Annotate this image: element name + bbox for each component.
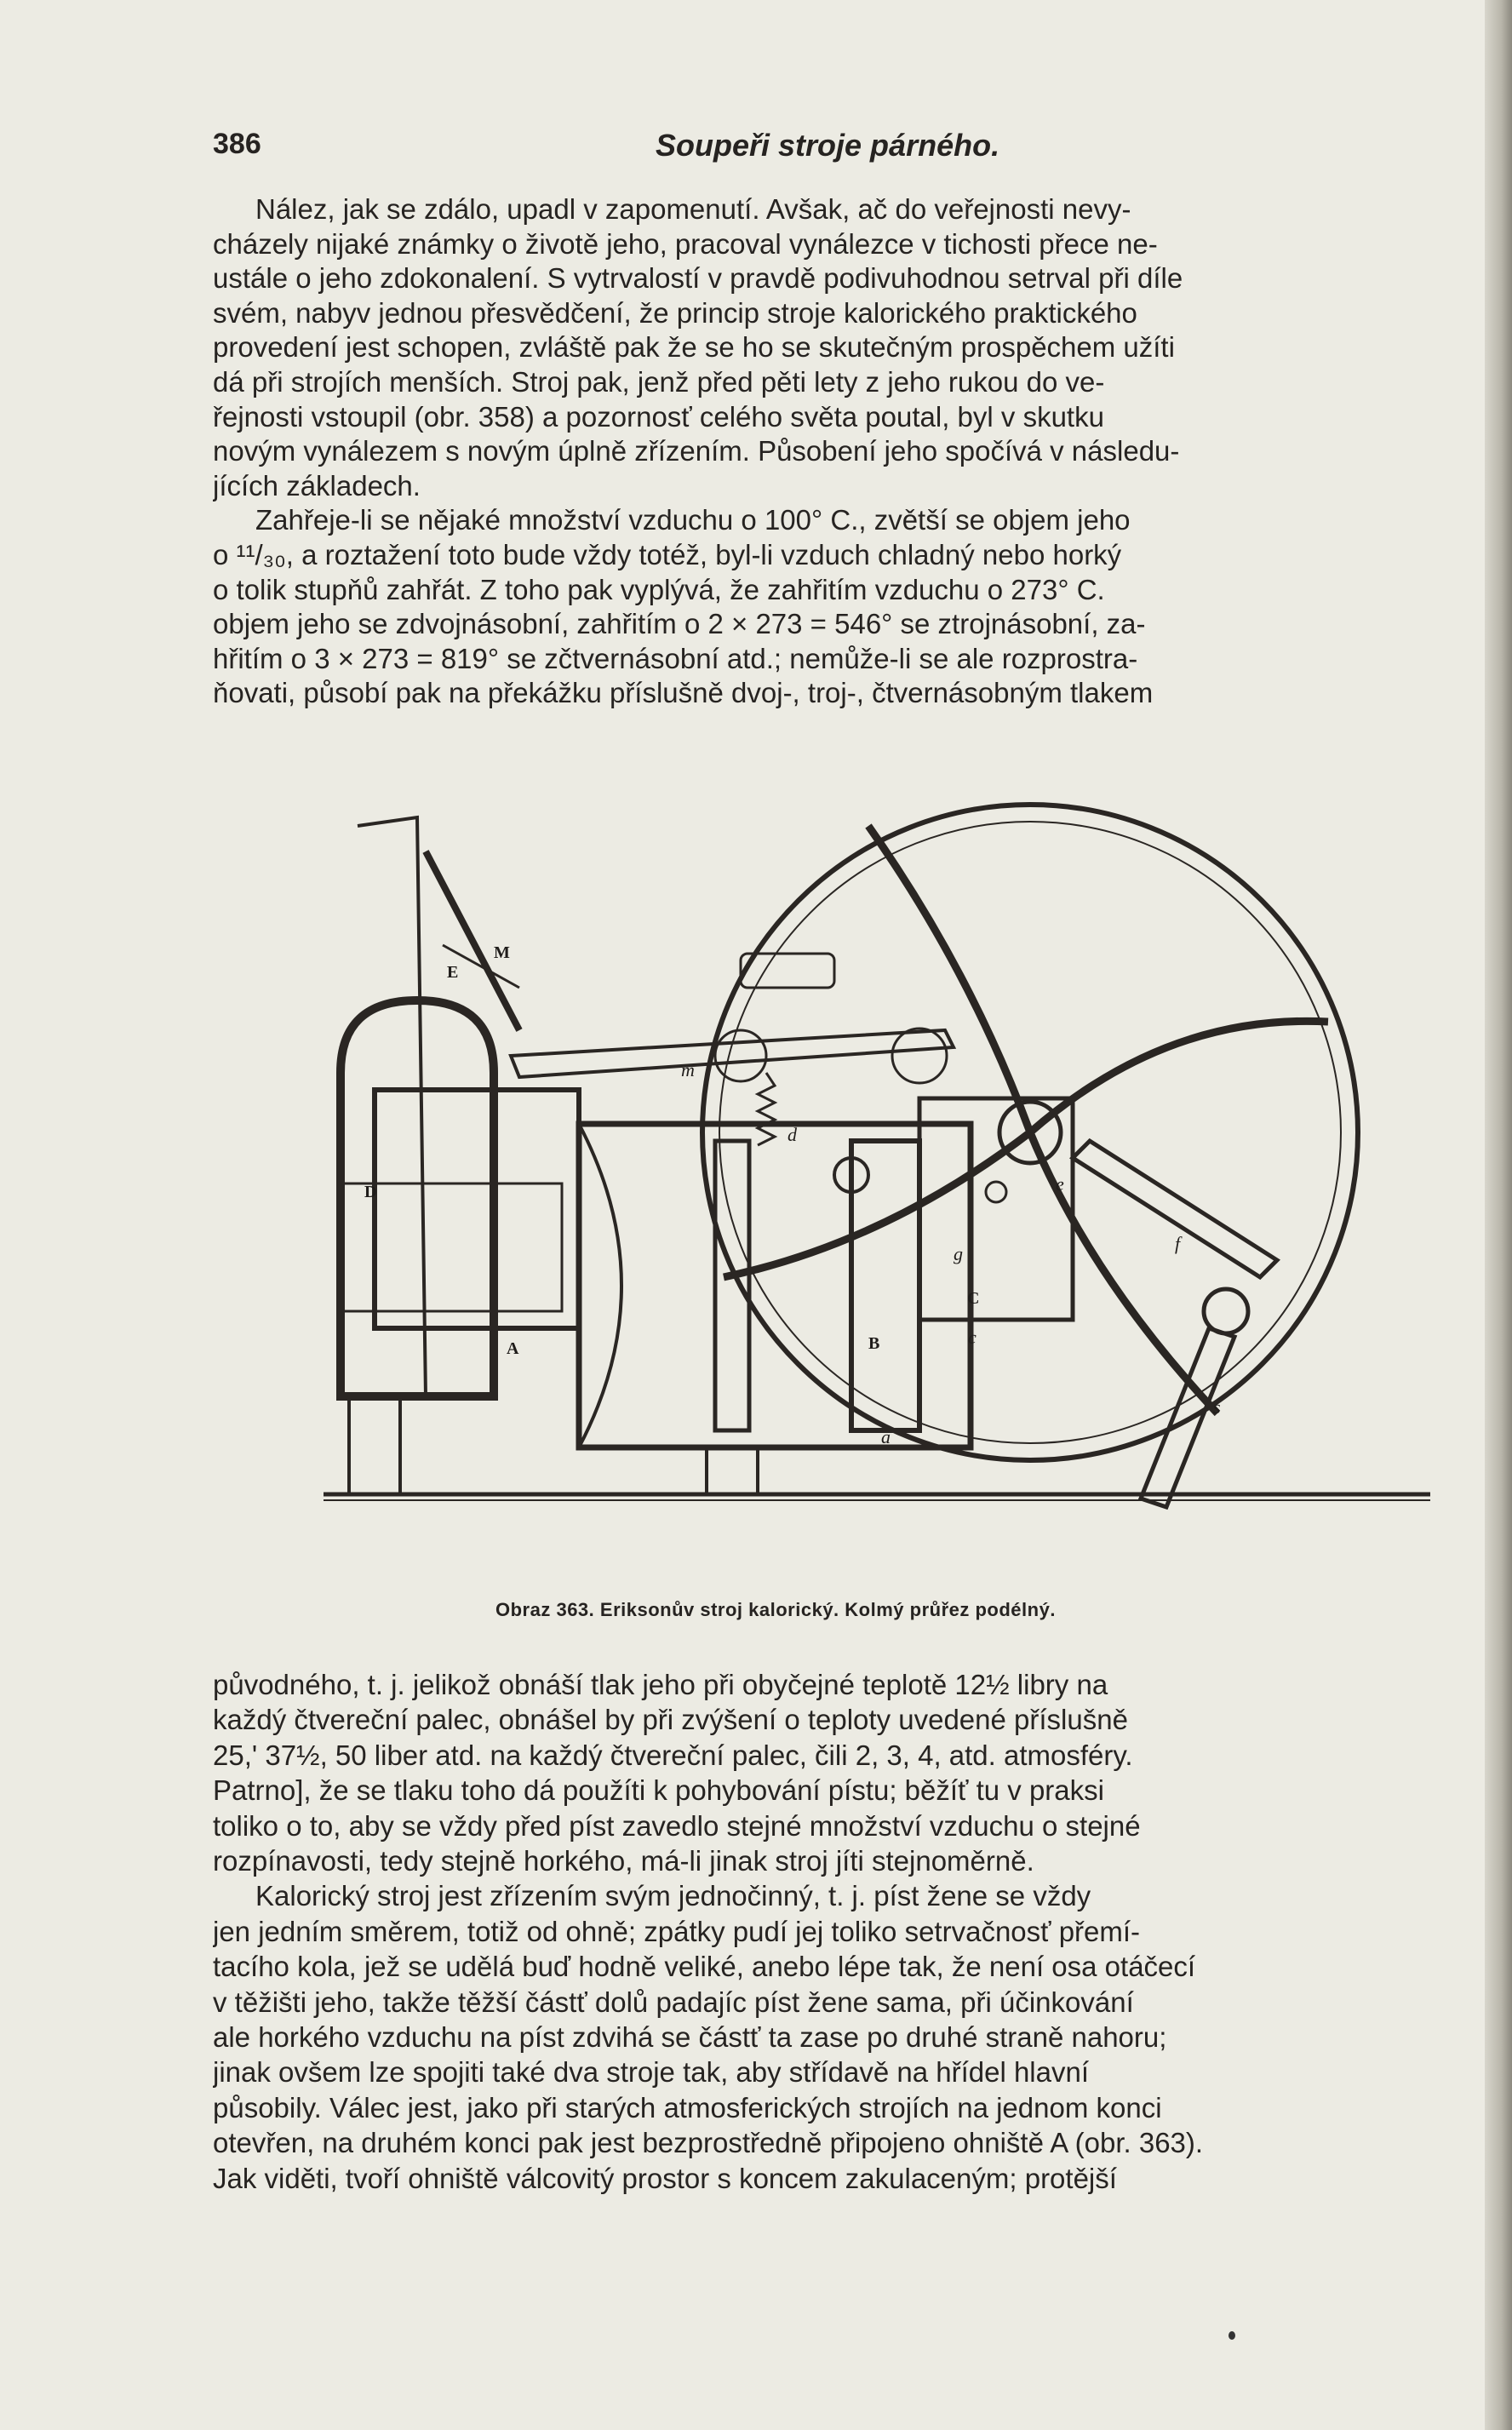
- paragraph-4-line: ale horkého vzduchu na píst zdvihá se částť ta zase po druhé straně nahoru;: [213, 2021, 1167, 2054]
- paragraph-2-line: ňovati, působí pak na překážku příslušně dvoj-, troj-, čtvernásobným tlakem: [213, 677, 1154, 709]
- spring: [758, 1073, 775, 1145]
- paragraph-3-line: každý čtvereční palec, obnášel by při zvýšení o teploty uvedené příslušně: [213, 1704, 1128, 1736]
- ink-speck: [1228, 2331, 1235, 2340]
- crank-pin: [1204, 1289, 1248, 1333]
- running-head: [213, 128, 1430, 170]
- paragraph-4-line: působily. Válec jest, jako při starých atmosferických strojích na jednom konci: [213, 2091, 1162, 2123]
- page-edge: [1485, 0, 1512, 2430]
- piston-curve: [579, 1124, 621, 1447]
- flywheel-spoke: [724, 1132, 1030, 1277]
- paragraph-1-line: provedení jest schopen, zvláště pak že se ho se skutečným prospěchem užíti: [213, 331, 1175, 364]
- valve-chest: [919, 1098, 1073, 1320]
- connecting-rod-upper: [1073, 1141, 1277, 1277]
- figure-label-D: D: [364, 1183, 377, 1201]
- cylinder-body: [579, 1124, 971, 1447]
- firebox-chamber: [375, 1090, 579, 1328]
- figure-label-e: e: [1056, 1173, 1064, 1195]
- figure-label-m: m: [681, 1059, 695, 1080]
- figure-label-g: g: [954, 1243, 963, 1264]
- figure-label-a: a: [881, 1426, 891, 1447]
- running-title: Soupeři stroje párného.: [656, 128, 1000, 163]
- figure-caption: Obraz 363. Eriksonův stroj kalorický. Kolmý průřez podélný.: [495, 1599, 1056, 1620]
- figure-label-c: c: [968, 1327, 976, 1348]
- base-foot: [349, 1396, 400, 1494]
- paragraph-1-line: řejnosti vstoupil (obr. 358) a pozornosť celého světa poutal, byl v skutku: [213, 400, 1104, 433]
- page-number: 386: [213, 128, 261, 160]
- figure-label-s: s: [1213, 1396, 1221, 1418]
- paragraph-4-line: jinak ovšem lze spojiti také dva stroje tak, aby střídavě na hřídel hlavní: [213, 2056, 1090, 2089]
- paragraph-4-line: v těžišti jeho, takže těžší částť dolů padajíc píst žene sama, při účinkování: [213, 1986, 1134, 2018]
- cylinder-foot: [707, 1447, 758, 1494]
- paragraph-3-line: toliko o to, aby se vždy před píst zavedlo stejné množství vzduchu o stejné: [213, 1809, 1141, 1842]
- paragraph-3-line: původného, t. j. jelikož obnáší tlak jeho při obyčejné teplotě 12½ libry na: [213, 1669, 1108, 1700]
- frame-column: [358, 817, 426, 1396]
- piston-head: [851, 1141, 919, 1430]
- paragraph-2-line: o tolik stupňů zahřát. Z toho pak vyplývá, že zahřitím vzduchu o 273° C.: [213, 573, 1105, 605]
- paragraph-4-line: Kalorický stroj jest zřízením svým jednočinný, t. j. píst žene se vždy: [255, 1880, 1091, 1912]
- figure-label-C: C: [967, 1289, 980, 1308]
- paragraph-3-line: Patrno], že se tlaku toho dá použíti k pohybování pístu; běžíť tu v praksi: [213, 1774, 1104, 1807]
- paragraph-3-line: 25,' 37½, 50 liber atd. na každý čtvereční palec, čili 2, 3, 4, atd. atmosféry.: [213, 1739, 1133, 1771]
- flywheel-spoke: [868, 826, 1030, 1132]
- figure-label-A: A: [507, 1339, 519, 1358]
- figure-label-M: M: [494, 943, 510, 962]
- paragraph-1-line: Nález, jak se zdálo, upadl v zapomenutí. Avšak, ač do veřejnosti nevy-: [255, 193, 1131, 225]
- top-text-block: [213, 192, 1432, 711]
- paragraph-2-line: objem jeho se zdvojnásobní, zahřitím o 2 × 273 = 546° se ztrojnásobní, za-: [213, 608, 1146, 640]
- paragraph-1-line: svém, nabyv jednou přesvědčení, že princip stroje kalorického praktického: [213, 296, 1137, 329]
- paragraph-4-line: Jak viděti, tvoří ohniště válcovitý prostor s koncem zakulaceným; protější: [213, 2162, 1117, 2194]
- figure-label-E: E: [447, 963, 459, 982]
- paragraph-3-line: rozpínavosti, tedy stejně horkého, má-li jinak stroj jíti stejnoměrně.: [213, 1845, 1034, 1877]
- figure-label-d: d: [788, 1124, 797, 1145]
- valve-pin: [986, 1182, 1006, 1202]
- rocker-beam: [511, 1030, 954, 1077]
- governor-ball: [715, 1030, 766, 1081]
- paragraph-1-line: jících základech.: [213, 469, 421, 501]
- paragraph-1-line: ustále o jeho zdokonalení. S vytrvalostí v pravdě podivuhodnou setrval při díle: [213, 262, 1183, 295]
- paragraph-2-line: hřitím o 3 × 273 = 819° se zčtvernásobní atd.; nemůže-li se ale rozprostra-: [213, 642, 1138, 674]
- paragraph-4-line: jen jedním směrem, totiž od ohně; zpátky pudí jej toliko setrvačnosť přemí-: [213, 1915, 1141, 1947]
- bottom-text-block: [213, 1667, 1432, 2196]
- paragraph-4-line: otevřen, na druhém konci pak jest bezprostředně připojeno ohniště A (obr. 363).: [213, 2127, 1204, 2159]
- engine-figure: [324, 800, 1430, 1584]
- paragraph-2-line: Zahřeje-li se nějaké množství vzduchu o 100° C., zvětší se objem jeho: [255, 504, 1131, 536]
- figure-label-B: B: [868, 1334, 880, 1353]
- governor-ball: [892, 1029, 947, 1083]
- paragraph-4-line: tacího kola, jež se udělá buď hodně veliké, anebo lépe tak, že není osa otáčecí: [213, 1951, 1196, 1983]
- paragraph-2-line: o ¹¹/₃₀, a roztažení toto bude vždy totéž, byl-li vzduch chladný nebo horký: [213, 538, 1122, 570]
- firebox-hood: [341, 1000, 494, 1396]
- paragraph-1-line: novým vynálezem s novým úplně zřízením. Působení jeho spočívá v následu-: [213, 435, 1180, 467]
- figure-label-f: f: [1175, 1233, 1181, 1254]
- paragraph-1-line: cházely nijaké známky o životě jeho, pracoval vynálezce v tichosti přece ne-: [213, 227, 1158, 260]
- paragraph-1-line: dá při strojích menších. Stroj pak, jenž před pěti lety z jeho rukou do ve-: [213, 365, 1105, 398]
- engine-cross-section-drawing: [324, 800, 1430, 1584]
- piston-wall: [715, 1141, 749, 1430]
